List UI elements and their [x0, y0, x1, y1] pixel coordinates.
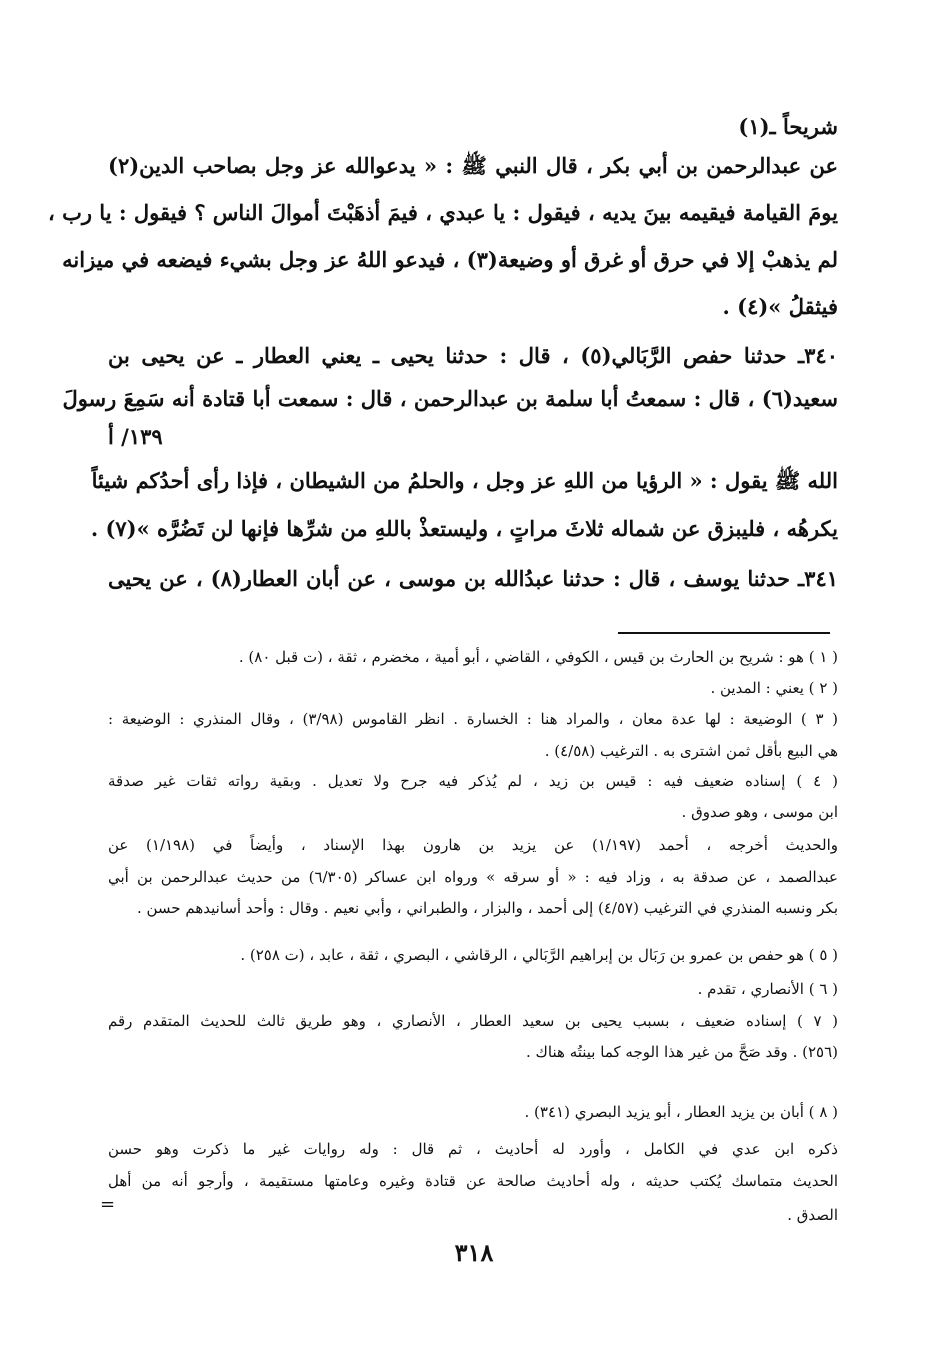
main-text-line: شريحاً ـ(١) [738, 114, 838, 139]
footnote-line: الصدق . [787, 1206, 838, 1224]
footnote-line: (٢٥٦) . وقد صَحَّ من غير هذا الوجه كما بينتُه هناك . [526, 1043, 838, 1061]
main-text-line: لم يذهبْ إلا في حرق أو غرق أو وضيعة(٣) ، فيدعو اللهُ عز وجل بشيء فيضعه في ميزانه [62, 247, 838, 272]
footnote-line: ( ٦ ) الأنصاري ، تقدم . [697, 980, 838, 998]
continuation-mark: = [100, 1194, 116, 1215]
footnote-line: ( ٥ ) هو حفص بن عمرو بن رَبَال بن إبراهيم الرَّبَالي ، الرقاشي ، البصري ، ثقة ، عابد ، (ت ٢٥٨) . [240, 946, 838, 964]
footnote-line: ( ٧ ) إسناده ضعيف ، بسبب يحيى بن سعيد العطار ، الأنصاري ، وهو طريق ثالث للحديث المتقدم رقم [108, 1012, 838, 1030]
footnote-line: هي البيع بأقل ثمن اشترى به . الترغيب (٤/٥٨) . [544, 742, 838, 760]
hadith-341-line: ٣٤١ـ حدثنا يوسف ، قال : حدثنا عبدُالله بن موسى ، عن أبان العطار(٨) ، عن يحيى [108, 566, 839, 591]
footnote-line: بكر ونسبه المنذري في الترغيب (٤/٥٧) إلى أحمد ، والبزار ، والطبراني ، وأبي نعيم . وقال : وأحد أسانيدهم حسن . [136, 899, 838, 917]
main-text-line: عن عبدالرحمن بن أبي بكر ، قال النبي ﷺ : « يدعوالله عز وجل بصاحب الدين(٢) [108, 153, 838, 178]
footnote-separator [618, 632, 830, 634]
main-text-line: فيثقلُ »(٤) . [722, 294, 838, 319]
hadith-340-line: الله ﷺ يقول : « الرؤيا من اللهِ عز وجل ، والحلمُ من الشيطان ، فإذا رأى أحدُكم شيئاً [91, 468, 838, 493]
main-text-line: يومَ القيامة فيقيمه بينَ يديه ، فيقول : يا عبدي ، فيمَ أذهَبْتَ أموالَ الناس ؟ فيقول : يا رب ، [47, 200, 838, 225]
page-number: ٣١٨ [454, 1238, 494, 1267]
footnote-line: والحديث أخرجه ، أحمد (١/١٩٧) عن يزيد بن هارون بهذا الإسناد ، وأيضاً في (١/١٩٨) عن [108, 836, 838, 854]
hadith-340-line: سعيد(٦) ، قال : سمعتُ أبا سلمة بن عبدالرحمن ، قال : سمعت أبا قتادة أنه سَمِعَ رسولَ [62, 386, 838, 411]
hadith-340-line: يكرهُه ، فليبزق عن شماله ثلاثَ مراتٍ ، وليستعذْ باللهِ من شرِّها فإنها لن تَضُرَّه »(٧) . [90, 516, 838, 541]
footnote-line: ( ١ ) هو : شريح بن الحارث بن قيس ، الكوفي ، القاضي ، أبو أمية ، مخضرم ، ثقة ، (ت قبل ٨٠) . [238, 648, 838, 666]
footnote-line: الحديث متماسك يُكتب حديثه ، وله أحاديث صالحة عن قتادة وغيره وعامتها مستقيمة ، وأرجو أنه من أهل [108, 1172, 838, 1190]
footnote-line: عبدالصمد ، عن صدقة به ، وزاد فيه : « أو سرقه » ورواه ابن عساكر (٦/٣٠٥) من حديث عبدالرحمن بن أبي [108, 868, 838, 886]
hadith-340-line: ٣٤٠ـ حدثنا حفص الرَّبَالي(٥) ، قال : حدثنا يحيى ـ يعني العطار ـ عن يحيى بن [108, 343, 838, 368]
footnote-line: ( ٨ ) أبان بن يزيد العطار ، أبو يزيد البصري (٣٤١) . [524, 1103, 838, 1121]
footnote-line: ( ٢ ) يعني : المدين . [710, 679, 838, 697]
manuscript-folio-mark: ١٣٩/ أ [108, 424, 163, 449]
footnote-line: ابن موسى ، وهو صدوق . [681, 803, 838, 821]
footnote-line: ( ٤ ) إسناده ضعيف فيه : قيس بن زيد ، لم يُذكر فيه جرح ولا تعديل . وبقية رواته ثقات غير صدقة [108, 772, 838, 790]
footnote-line: ( ٣ ) الوضيعة : لها عدة معان ، والمراد هنا : الخسارة . انظر القاموس (٣/٩٨) ، وقال المنذري : الوضيعة : [108, 710, 838, 728]
footnote-line: ذكره ابن عدي في الكامل ، وأورد له أحاديث ، ثم قال : وله روايات غير ما ذكرت وهو حسن [108, 1140, 838, 1158]
